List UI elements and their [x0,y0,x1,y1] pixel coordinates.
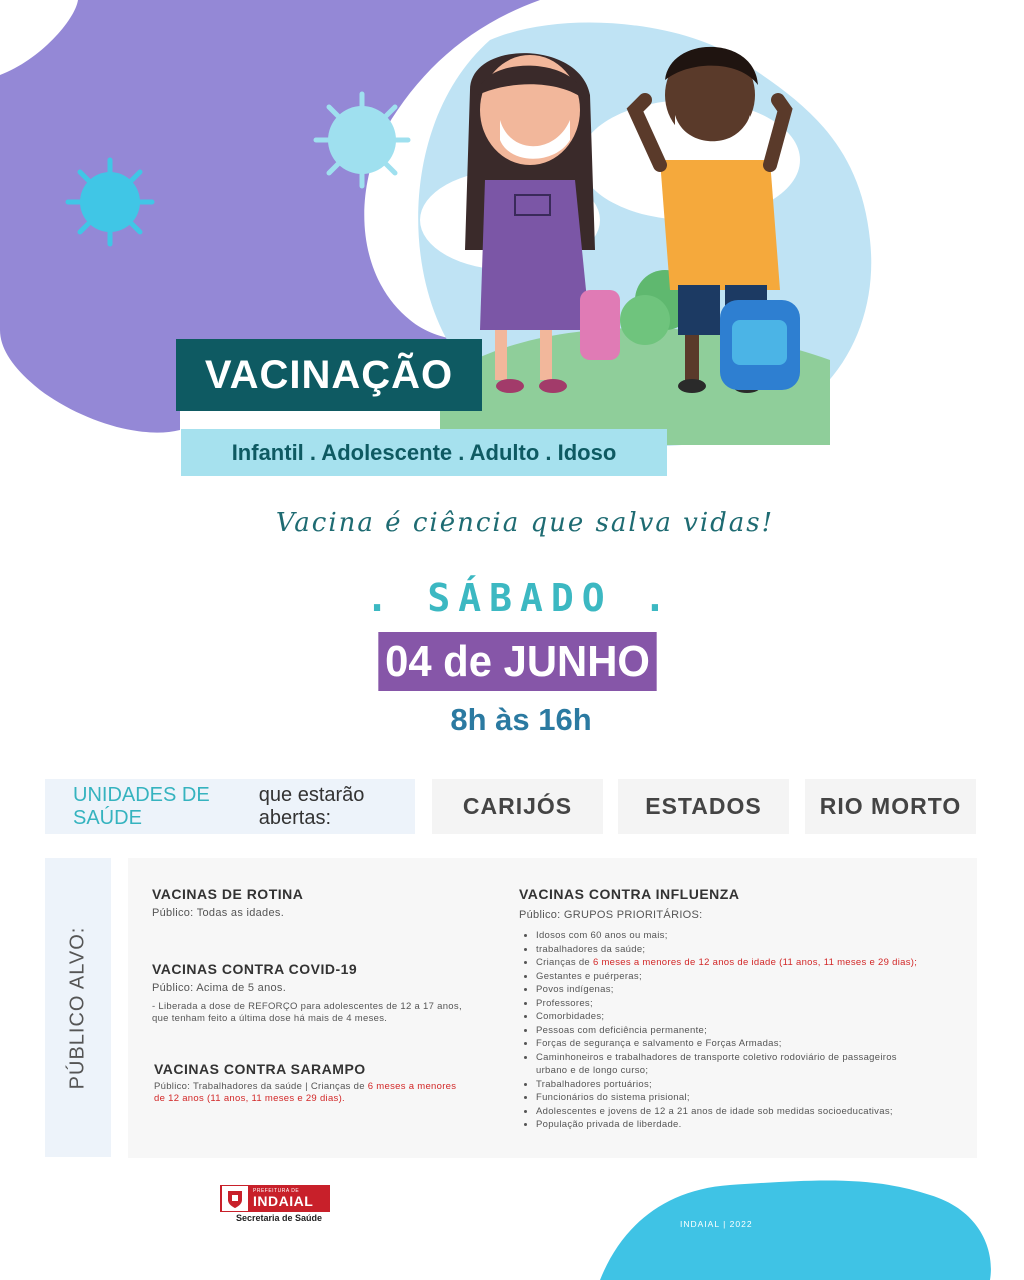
sarampo-text-prefix: Público: Trabalhadores da saúde | Crianças de [154,1081,368,1092]
unit-card-rio-morto: RIO MORTO [805,779,976,834]
logo-top-small: PREFEITURA DE [253,1188,300,1194]
children-prefix: Crianças de [536,957,593,968]
campaign-title: VACINAÇÃO [176,339,482,411]
list-item: • População privada de liberdade. [536,1118,970,1132]
sarampo-title: VACINAS CONTRA SARAMPO [154,1061,366,1077]
list-item: • Professores; [536,997,970,1011]
covid-title: VACINAS CONTRA COVID-19 [152,961,358,977]
event-day: . SÁBADO . [365,576,675,620]
target-audience-side [45,858,111,1157]
target-audience-label: PÚBLICO ALVO: [66,926,89,1089]
footer-blob [590,1170,1024,1280]
list-item: • Gestantes e puérperas; [536,970,970,984]
sarampo-text-highlight-2: de 12 anos (11 anos, 11 meses e 29 dias). [154,1093,345,1104]
list-item: • Comorbidades; [536,1010,970,1024]
list-item: • Pessoas com deficiência permanente; [536,1024,970,1038]
influenza-text: Público: GRUPOS PRIORITÁRIOS: [519,909,703,921]
sarampo-text-highlight-1: 6 meses a menores [367,1081,457,1092]
virus-icon [68,160,152,244]
covid-note-line1: - Liberada a dose de REFORÇO para adolescentes de 12 a 17 anos, [152,1001,462,1012]
prefeitura-logo [220,1185,332,1225]
logo-banner [220,1185,330,1212]
covid-note-line2: que tenham feito a última dose há mais de 4 meses. [152,1013,388,1024]
sarampo-text [154,1081,504,1093]
influenza-title: VACINAS CONTRA INFLUENZA [519,886,740,902]
logo-subtitle: Secretaria de Saúde [236,1213,323,1223]
logo-top-big: INDAIAL [253,1193,314,1209]
health-units-label [45,779,415,834]
slogan: Vacina é ciência que salva vidas! [275,508,775,538]
unit-card-estados: ESTADOS [618,779,789,834]
event-hours: 8h às 16h [450,702,592,737]
children-highlight: 6 meses a menores de 12 anos de idade (11 anos, 11 meses e 29 dias); [592,957,918,968]
list-item: • Forças de segurança e salvamento e Forças Armadas; [536,1037,970,1051]
list-item-children [536,956,970,970]
list-item: • Adolescentes e jovens de 12 a 21 anos de idade sob medidas socioeducativas; [536,1105,970,1119]
list-item: • Trabalhadores portuários; [536,1078,970,1092]
list-item [536,1051,970,1078]
rotina-title: VACINAS DE ROTINA [152,886,304,902]
campaign-subtitle: Infantil . Adolescente . Adulto . Idoso [181,429,667,476]
list-item: • Funcionários do sistema prisional; [536,1091,970,1105]
event-date: 04 de JUNHO [378,632,656,691]
list-item-line2: urbano e de longo curso; [536,1065,649,1076]
rotina-text: Público: Todas as idades. [152,907,285,919]
influenza-groups-list [520,929,970,1132]
unit-card-carijos: CARIJÓS [432,779,603,834]
list-item: • Idosos com 60 anos ou mais; [536,929,970,943]
footer-text: INDAIAL | 2022 [680,1219,753,1229]
list-item: • Povos indígenas; [536,983,970,997]
health-units-highlight: UNIDADES DE SAÚDE [73,783,210,829]
list-item: • trabalhadores da saúde; [536,943,970,957]
health-units-label-rest: que estarão abertas: [258,783,365,829]
list-item-line1: Caminhoneiros e trabalhadores de transporte coletivo rodoviário de passageiros [536,1051,897,1063]
covid-text: Público: Acima de 5 anos. [152,982,287,994]
crest-icon [222,1186,248,1211]
